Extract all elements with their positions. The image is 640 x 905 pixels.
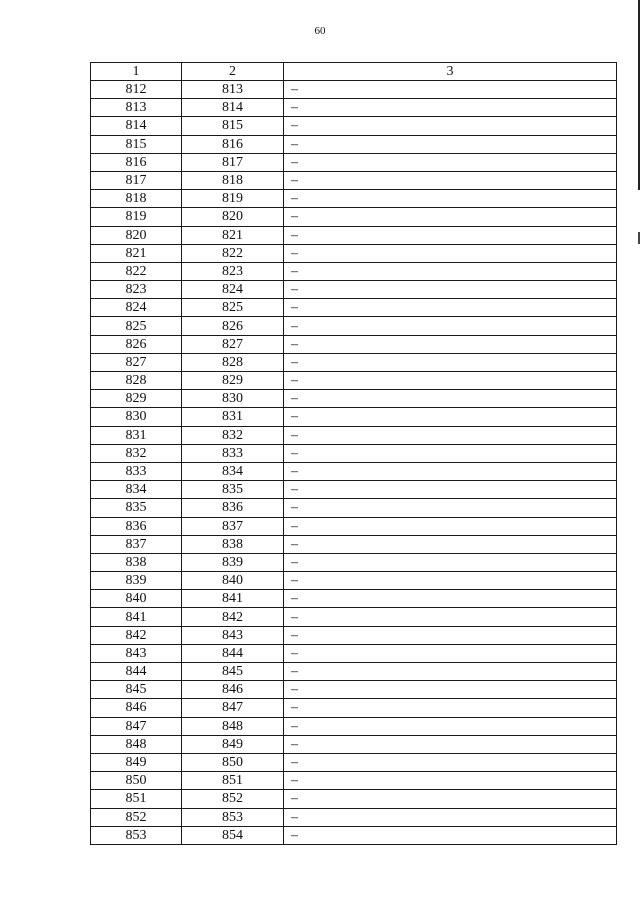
table-cell-col-1: 818 [91,190,182,208]
table-cell-col-2: 849 [182,735,284,753]
table-cell-col-2: 841 [182,590,284,608]
table-cell-col-2: 846 [182,681,284,699]
table-row [91,317,617,335]
table-cell-col-3: – [284,262,617,280]
table-cell-col-3: – [284,281,617,299]
table-row [91,81,617,99]
table-cell-col-2: 828 [182,353,284,371]
table-cell-col-1: 840 [91,590,182,608]
table-cell-col-2: 847 [182,699,284,717]
table-cell-col-3: – [284,790,617,808]
table-row [91,408,617,426]
table-cell-col-3: – [284,390,617,408]
table-cell-col-3: – [284,535,617,553]
table-cell-col-2: 813 [182,81,284,99]
table-cell-col-3: – [284,99,617,117]
table-cell-col-2: 851 [182,772,284,790]
table-cell-col-3: – [284,462,617,480]
data-table [90,62,617,845]
table-cell-col-3: – [284,171,617,189]
table-row [91,735,617,753]
table-cell-col-1: 812 [91,81,182,99]
table-cell-col-2: 850 [182,753,284,771]
table-row [91,426,617,444]
table-cell-col-2: 830 [182,390,284,408]
table-row [91,826,617,844]
table-row [91,699,617,717]
table-cell-col-2: 829 [182,372,284,390]
table-row [91,517,617,535]
table-cell-col-1: 836 [91,517,182,535]
table-cell-col-3: – [284,717,617,735]
table-cell-col-2: 819 [182,190,284,208]
table-cell-col-2: 825 [182,299,284,317]
table-cell-col-1: 848 [91,735,182,753]
table-cell-col-1: 847 [91,717,182,735]
table-row [91,808,617,826]
table-cell-col-1: 827 [91,353,182,371]
table-cell-col-1: 835 [91,499,182,517]
table-cell-col-1: 839 [91,572,182,590]
table-cell-col-1: 837 [91,535,182,553]
table-row [91,663,617,681]
column-header-2: 2 [182,63,284,81]
table-cell-col-1: 826 [91,335,182,353]
table-cell-col-2: 854 [182,826,284,844]
table-row [91,226,617,244]
table-cell-col-1: 822 [91,262,182,280]
table-row [91,262,617,280]
table-cell-col-2: 818 [182,171,284,189]
table-cell-col-2: 838 [182,535,284,553]
table-cell-col-1: 829 [91,390,182,408]
table-cell-col-2: 823 [182,262,284,280]
table-cell-col-3: – [284,426,617,444]
table-header-row [91,63,617,81]
table-cell-col-2: 831 [182,408,284,426]
table-cell-col-1: 824 [91,299,182,317]
table-cell-col-2: 845 [182,663,284,681]
table-row [91,608,617,626]
table-cell-col-3: – [284,117,617,135]
table-cell-col-2: 839 [182,553,284,571]
table-cell-col-2: 835 [182,481,284,499]
table-cell-col-3: – [284,353,617,371]
table-cell-col-1: 851 [91,790,182,808]
table-row [91,190,617,208]
table-cell-col-3: – [284,663,617,681]
table-cell-col-3: – [284,772,617,790]
table-cell-col-3: – [284,644,617,662]
table-cell-col-3: – [284,408,617,426]
table-cell-col-3: – [284,226,617,244]
table-cell-col-3: – [284,699,617,717]
table-row [91,135,617,153]
table-row [91,372,617,390]
table-cell-col-3: – [284,481,617,499]
table-row [91,681,617,699]
table-cell-col-1: 815 [91,135,182,153]
table-cell-col-2: 842 [182,608,284,626]
column-header-1: 1 [91,63,182,81]
table-cell-col-3: – [284,299,617,317]
table-cell-col-3: – [284,208,617,226]
table-cell-col-3: – [284,590,617,608]
table-row [91,299,617,317]
table-cell-col-1: 828 [91,372,182,390]
table-cell-col-2: 820 [182,208,284,226]
table-row [91,153,617,171]
table-cell-col-1: 821 [91,244,182,262]
table-row [91,462,617,480]
table-cell-col-1: 843 [91,644,182,662]
table-cell-col-2: 834 [182,462,284,480]
table-cell-col-1: 844 [91,663,182,681]
table-row [91,353,617,371]
table-cell-col-2: 832 [182,426,284,444]
table-row [91,535,617,553]
table-cell-col-1: 850 [91,772,182,790]
table-cell-col-1: 816 [91,153,182,171]
table-cell-col-1: 831 [91,426,182,444]
table-cell-col-3: – [284,553,617,571]
table-cell-col-2: 826 [182,317,284,335]
table-cell-col-2: 844 [182,644,284,662]
table-cell-col-1: 838 [91,553,182,571]
table-row [91,481,617,499]
table-cell-col-3: – [284,153,617,171]
table-cell-col-1: 833 [91,462,182,480]
table-cell-col-3: – [284,335,617,353]
table-cell-col-3: – [284,499,617,517]
table-row [91,117,617,135]
table-row [91,99,617,117]
table-cell-col-3: – [284,572,617,590]
table-row [91,626,617,644]
table-cell-col-3: – [284,626,617,644]
table-cell-col-1: 830 [91,408,182,426]
table-cell-col-2: 836 [182,499,284,517]
table-cell-col-2: 837 [182,517,284,535]
table-body [91,81,617,845]
table-cell-col-3: – [284,681,617,699]
table-cell-col-2: 824 [182,281,284,299]
table-row [91,644,617,662]
table-cell-col-3: – [284,753,617,771]
table-row [91,171,617,189]
table-cell-col-3: – [284,190,617,208]
table-row [91,335,617,353]
table-row [91,572,617,590]
table-cell-col-1: 853 [91,826,182,844]
table-row [91,499,617,517]
table-cell-col-2: 814 [182,99,284,117]
table-cell-col-3: – [284,317,617,335]
table-cell-col-2: 848 [182,717,284,735]
column-header-3: 3 [284,63,617,81]
table-cell-col-1: 845 [91,681,182,699]
table-row [91,790,617,808]
table-cell-col-3: – [284,735,617,753]
table-cell-col-1: 820 [91,226,182,244]
table-cell-col-1: 834 [91,481,182,499]
table-cell-col-1: 813 [91,99,182,117]
table-cell-col-2: 840 [182,572,284,590]
table-cell-col-2: 816 [182,135,284,153]
table-cell-col-1: 819 [91,208,182,226]
table-row [91,772,617,790]
table-cell-col-3: – [284,517,617,535]
table-cell-col-2: 833 [182,444,284,462]
table-cell-col-1: 842 [91,626,182,644]
table-cell-col-2: 827 [182,335,284,353]
table-cell-col-2: 815 [182,117,284,135]
table-row [91,281,617,299]
table-cell-col-3: – [284,808,617,826]
table-row [91,390,617,408]
table-cell-col-2: 817 [182,153,284,171]
table-cell-col-1: 814 [91,117,182,135]
table-row [91,444,617,462]
table-cell-col-1: 817 [91,171,182,189]
table-row [91,208,617,226]
table-cell-col-2: 821 [182,226,284,244]
table-cell-col-2: 843 [182,626,284,644]
table-cell-col-1: 852 [91,808,182,826]
table-cell-col-1: 849 [91,753,182,771]
table-cell-col-3: – [284,372,617,390]
table-cell-col-3: – [284,444,617,462]
table-cell-col-2: 853 [182,808,284,826]
table-cell-col-1: 846 [91,699,182,717]
table-cell-col-2: 822 [182,244,284,262]
table-row [91,717,617,735]
table-cell-col-3: – [284,608,617,626]
table-cell-col-1: 823 [91,281,182,299]
table-cell-col-3: – [284,135,617,153]
table-row [91,553,617,571]
table-cell-col-1: 825 [91,317,182,335]
page-number: 60 [314,25,326,37]
table-cell-col-3: – [284,826,617,844]
table-row [91,753,617,771]
table-cell-col-1: 841 [91,608,182,626]
table-cell-col-2: 852 [182,790,284,808]
table-cell-col-1: 832 [91,444,182,462]
table-cell-col-3: – [284,244,617,262]
table-row [91,244,617,262]
table-row [91,590,617,608]
table-cell-col-3: – [284,81,617,99]
